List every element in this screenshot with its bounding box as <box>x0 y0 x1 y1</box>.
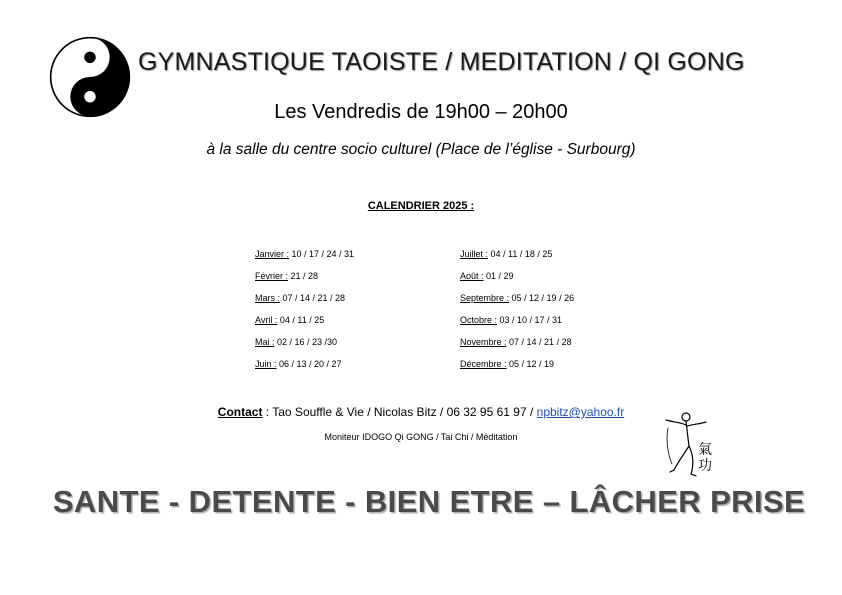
calendar-row <box>460 314 574 336</box>
calligraphy-qi: 氣功 <box>698 442 712 474</box>
calendar-row <box>460 270 574 292</box>
calendar-row <box>460 248 574 270</box>
month-dates: 07 / 14 / 21 / 28 <box>280 293 346 303</box>
month-dates: 07 / 14 / 21 / 28 <box>506 337 572 347</box>
month-dates: 01 / 29 <box>483 271 514 281</box>
month-label: Septembre : <box>460 293 510 303</box>
month-label: Mars : <box>255 293 281 303</box>
calendar-column-left <box>255 248 354 380</box>
month-dates: 05 / 12 / 19 / 26 <box>509 293 575 303</box>
monitor-credentials: Moniteur IDOGO Qi GONG / Tai Chi / Méditation <box>324 432 518 442</box>
calendar-row <box>255 358 354 380</box>
month-dates: 06 / 13 / 20 / 27 <box>276 359 342 369</box>
slogan: SANTE - DETENTE - BIEN ETRE – LÂCHER PRISE <box>52 484 806 519</box>
calendar-row <box>460 292 574 314</box>
month-dates: 02 / 16 / 23 /30 <box>274 337 338 347</box>
page-title: GYMNASTIQUE TAOISTE / MEDITATION / QI GONG <box>138 48 745 76</box>
month-label: Février : <box>255 271 289 281</box>
email-link[interactable]: npbitz@yahoo.fr <box>536 405 625 419</box>
month-dates: 03 / 10 / 17 / 31 <box>497 315 563 325</box>
schedule-text: Les Vendredis de 19h00 – 20h00 <box>274 101 568 123</box>
calendar-row <box>255 270 354 292</box>
calendar-row <box>255 314 354 336</box>
month-dates: 05 / 12 / 19 <box>506 359 555 369</box>
month-dates: 04 / 11 / 18 / 25 <box>488 249 553 259</box>
month-label: Novembre : <box>460 337 507 347</box>
month-dates: 04 / 11 / 25 <box>277 315 325 325</box>
location-text: à la salle du centre socio culturel (Place de l’église - Surbourg) <box>206 141 636 158</box>
calendar-row <box>460 336 574 358</box>
calendar-row <box>255 248 354 270</box>
calendar-heading: CALENDRIER 2025 : <box>367 200 475 212</box>
month-label: Octobre : <box>460 315 498 325</box>
month-label: Juin : <box>255 359 277 369</box>
month-dates: 21 / 28 <box>288 271 319 281</box>
month-label: Juillet : <box>460 249 489 259</box>
month-label: Janvier : <box>255 249 290 259</box>
month-label: Mai : <box>255 337 275 347</box>
calendar-column-right <box>460 248 574 380</box>
calendar-row <box>460 358 574 380</box>
month-label: Décembre : <box>460 359 507 369</box>
month-label: Avril : <box>255 315 278 325</box>
calendar-row <box>255 336 354 358</box>
month-dates: 10 / 17 / 24 / 31 <box>289 249 355 259</box>
qigong-figure-illustration <box>660 408 726 486</box>
contact-label: Contact <box>217 405 263 419</box>
contact-details: : Tao Souffle & Vie / Nicolas Bitz / 06 32 95 61 97 / <box>262 405 537 419</box>
month-label: Août : <box>460 271 484 281</box>
calendar-row <box>255 292 354 314</box>
